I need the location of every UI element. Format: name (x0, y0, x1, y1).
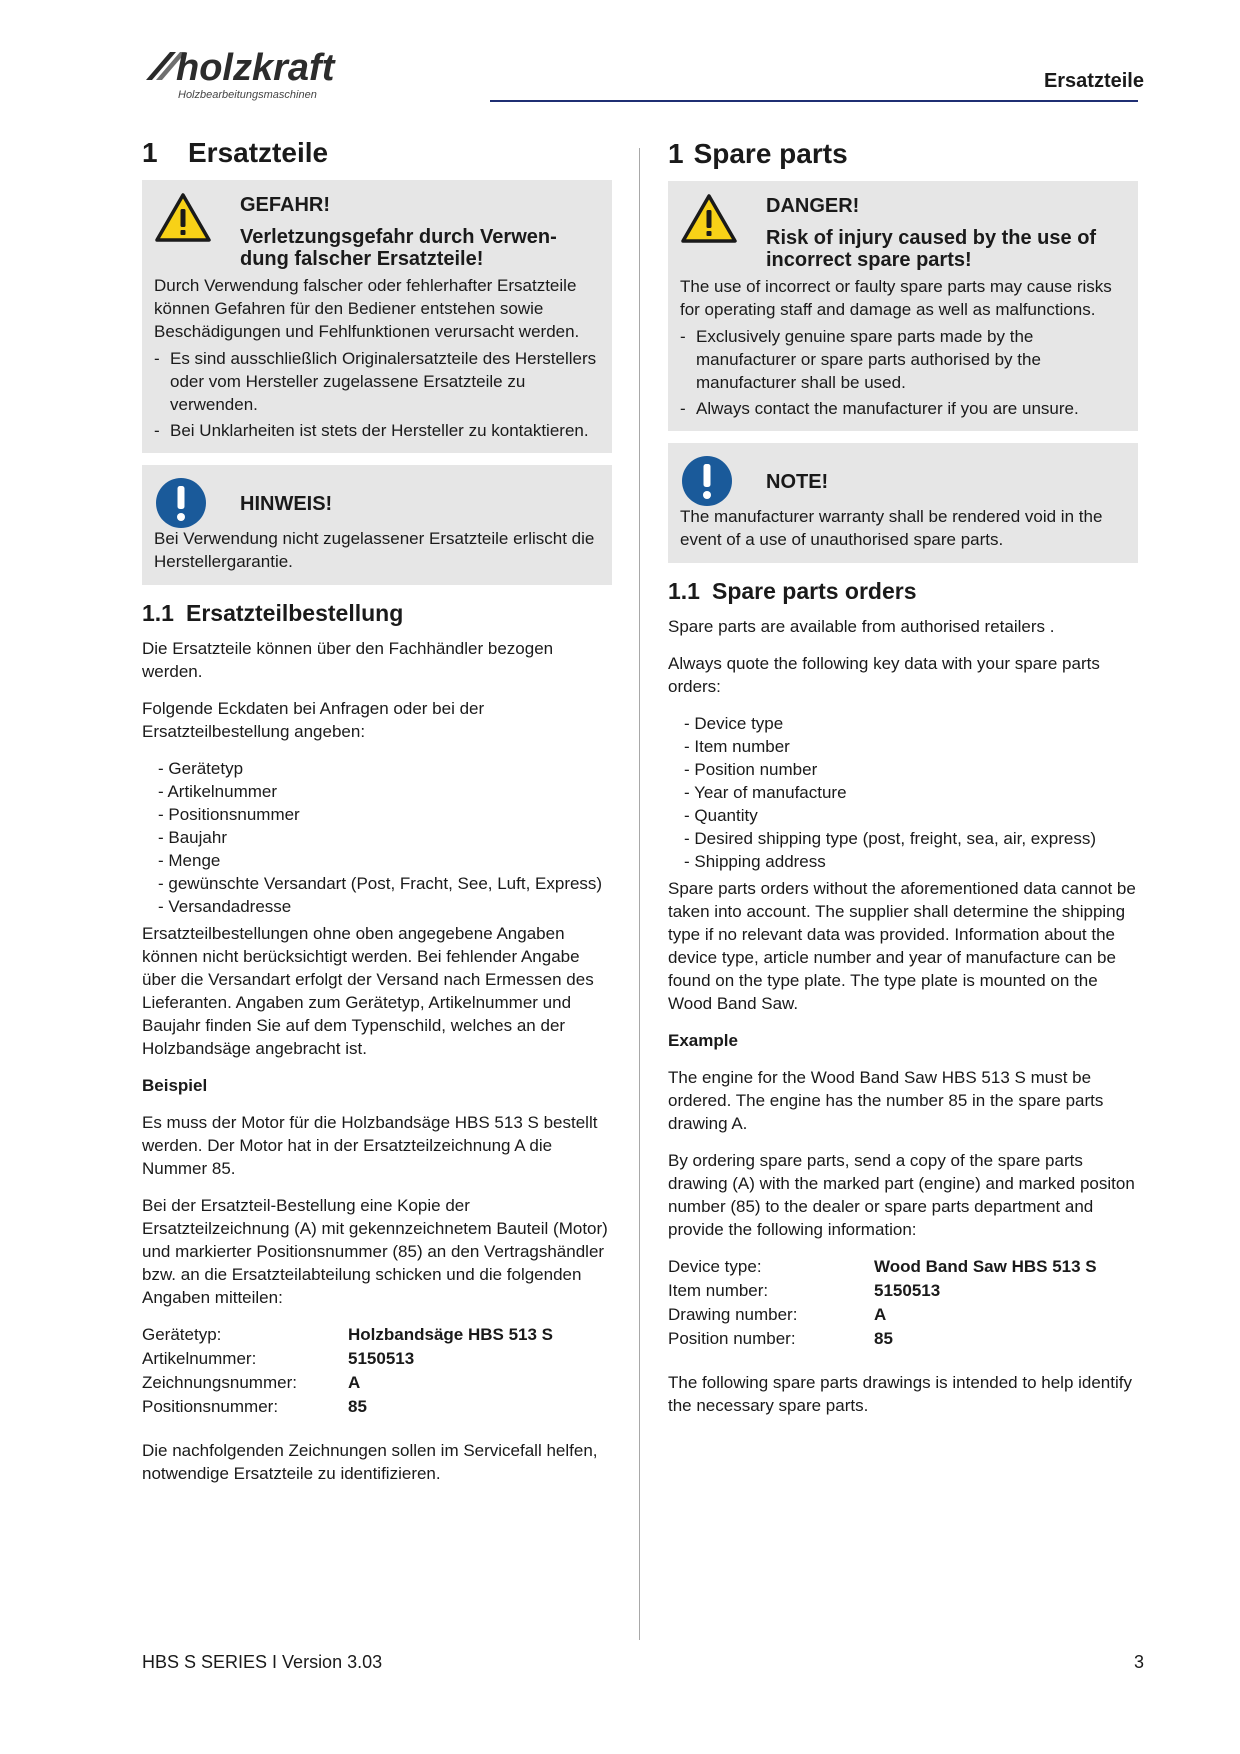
note-box-de (142, 465, 612, 585)
danger-list-item: - Bei Unklarheiten ist stets der Hersteller zu kontaktieren. (154, 419, 600, 442)
order-data-table-de (142, 1323, 612, 1419)
danger-box-de (142, 180, 612, 453)
paragraph-en: The engine for the Wood Band Saw HBS 513 S must be ordered. The engine has the number 85 in the spare parts drawing A. (668, 1068, 1104, 1133)
row-key: Artikelnummer: (142, 1349, 257, 1368)
row-key: Position number: (668, 1329, 796, 1348)
row-value: 5150513 (874, 1281, 941, 1300)
danger-list-de (154, 347, 600, 442)
danger-list-en (680, 325, 1126, 420)
footer-version: HBS S SERIES I Version 3.03 (142, 1652, 383, 1672)
note-label-en: NOTE! (766, 471, 829, 493)
paragraph-en: Spare parts orders without the aforementioned data cannot be taken into account. The supplier shall determine the shipping type if no relevant data was provided. Information about the device type, article number and year of manufacture can be found on the type plate. The type plate is mounted on the Wood Band Saw. (668, 879, 1136, 1013)
list-item: - Quantity (684, 804, 1138, 827)
danger-subtitle-en: Risk of injury caused by the use of incorrect spare parts! (766, 227, 1097, 271)
warning-triangle-icon (680, 193, 738, 245)
paragraph-de: Es muss der Motor für die Holzbandsäge HBS 513 S bestellt werden. Der Motor hat in der Ersatzteilzeichnung A die Nummer 85. (142, 1113, 598, 1178)
example-label-en: Example (668, 1031, 738, 1050)
list-item: - Position number (684, 758, 1138, 781)
row-value: 5150513 (348, 1349, 415, 1368)
example-label-de: Beispiel (142, 1076, 208, 1095)
row-key: Zeichnungsnummer: (142, 1373, 297, 1392)
table-row (668, 1327, 1138, 1351)
row-value: A (874, 1305, 887, 1324)
paragraph-de: Die Ersatzteile können über den Fachhändler bezogen werden. (142, 639, 554, 681)
paragraph-de: Ersatzteilbestellungen ohne oben angegebene Angaben können nicht berücksichtigt werden. Bei fehlender Angabe über die Versandart erfolgt der Versand nach Ermessen des Lieferanten. Angaben zum Gerätetyp, Artikelnummer und Baujahr finden Sie auf dem Typenschild, welches an der Holzbandsäge angebracht ist. (142, 924, 594, 1058)
list-item: - Versandadresse (158, 895, 612, 918)
row-value: Holzbandsäge HBS 513 S (348, 1325, 554, 1344)
table-row (142, 1323, 612, 1347)
page-number: 3 (1133, 1652, 1144, 1672)
section-number-en: 1 (668, 138, 684, 169)
table-row (142, 1347, 612, 1371)
danger-box-en (668, 181, 1138, 431)
danger-text-de: Durch Verwendung falscher oder fehlerhafter Ersatzteile können Gefahren für den Bediener entstehen sowie Beschädigungen und Fehlfunktionen verursacht werden. (154, 276, 580, 341)
exclamation-circle-icon (680, 455, 738, 507)
section-number-de: 1 (142, 137, 158, 168)
header-title: Ersatzteile (1043, 70, 1144, 92)
section-heading-en (668, 137, 1138, 171)
subsection-heading-de (142, 599, 612, 627)
holzkraft-logo (142, 46, 417, 104)
list-item: - Baujahr (158, 826, 612, 849)
row-key: Drawing number: (668, 1305, 798, 1324)
danger-label-en: DANGER! (766, 195, 860, 217)
note-label-de: HINWEIS! (240, 493, 333, 515)
paragraph-de: Bei der Ersatzteil-Bestellung eine Kopie der Ersatzteilzeichnung (A) mit gekennzeichnetem Bauteil (Motor) und markierter Positionsnummer (85) an den Vertragshändler bzw. an die Ersatzteilabteilung schicken und die folgenden Angaben mitteilen: (142, 1196, 608, 1307)
list-item: - Item number (684, 735, 1138, 758)
section-heading-de (142, 136, 612, 170)
danger-list-item: - Es sind ausschließlich Originalersatzteile des Herstellers oder vom Hersteller zugelassene Ersatzteile zu verwenden. (154, 347, 600, 416)
table-row (142, 1395, 612, 1419)
subsection-number-en: 1.1 (668, 578, 700, 604)
header-rule (490, 100, 1138, 102)
table-row (668, 1279, 1138, 1303)
english-column (668, 136, 1138, 1431)
row-key: Device type: (668, 1257, 762, 1276)
key-data-list-de (158, 757, 612, 918)
list-item: - Artikelnummer (158, 780, 612, 803)
paragraph-de: Folgende Eckdaten bei Anfragen oder bei der Ersatzteilbestellung angeben: (142, 699, 485, 741)
column-divider (639, 148, 640, 1640)
paragraph-de: Die nachfolgenden Zeichnungen sollen im Servicefall helfen, notwendige Ersatzteile zu identifizieren. (142, 1441, 598, 1483)
list-item: - Desired shipping type (post, freight, sea, air, express) (684, 827, 1138, 850)
logo-brand-text: holzkraft (176, 47, 335, 89)
subsection-heading-en (668, 577, 1138, 605)
row-key: Gerätetyp: (142, 1325, 222, 1344)
paragraph-en: Spare parts are available from authorised retailers . (668, 617, 1055, 636)
list-item: - Positionsnummer (158, 803, 612, 826)
list-item: - Device type (684, 712, 1138, 735)
danger-list-item: - Exclusively genuine spare parts made by the manufacturer or spare parts authorised by the manufacturer shall be used. (680, 325, 1126, 394)
table-row (668, 1303, 1138, 1327)
section-title-en: Spare parts (693, 138, 848, 169)
section-title-de: Ersatzteile (188, 137, 329, 168)
danger-list-item: - Always contact the manufacturer if you are unsure. (680, 397, 1126, 420)
row-value: Wood Band Saw HBS 513 S (874, 1257, 1097, 1276)
row-key: Positionsnummer: (142, 1397, 279, 1416)
subsection-number-de: 1.1 (142, 600, 174, 626)
paragraph-en: Always quote the following key data with your spare parts orders: (668, 654, 1100, 696)
logo-tagline-text: Holzbearbeitungsmaschinen (178, 89, 317, 101)
table-row (142, 1371, 612, 1395)
warning-triangle-icon (154, 192, 212, 244)
exclamation-circle-icon (154, 477, 212, 529)
note-text-de: Bei Verwendung nicht zugelassener Ersatzteile erlischt die Herstellergarantie. (154, 529, 595, 571)
german-column (142, 136, 612, 1499)
subsection-title-de: Ersatzteilbestellung (185, 600, 404, 626)
row-value: 85 (874, 1329, 893, 1348)
paragraph-en: By ordering spare parts, send a copy of the spare parts drawing (A) with the marked part (engine) and marked positon number (85) to the dealer or spare parts department and provide the following information: (668, 1151, 1135, 1239)
table-row (668, 1255, 1138, 1279)
danger-subtitle-de: Verletzungsgefahr durch Verwen-dung falscher Ersatzteile! (240, 226, 557, 270)
list-item: - Gerätetyp (158, 757, 612, 780)
key-data-list-en (684, 712, 1138, 873)
danger-label-de: GEFAHR! (240, 194, 330, 216)
paragraph-en: The following spare parts drawings is intended to help identify the necessary spare parts. (668, 1373, 1132, 1415)
list-item: - Menge (158, 849, 612, 872)
row-value: 85 (348, 1397, 367, 1416)
subsection-title-en: Spare parts orders (711, 578, 917, 604)
note-text-en: The manufacturer warranty shall be rendered void in the event of a use of unauthorised spare parts. (680, 507, 1103, 549)
danger-text-en: The use of incorrect or faulty spare parts may cause risks for operating staff and damage as well as malfunctions. (680, 277, 1112, 319)
row-key: Item number: (668, 1281, 769, 1300)
list-item: - Shipping address (684, 850, 1138, 873)
list-item: - gewünschte Versandart (Post, Fracht, See, Luft, Express) (158, 872, 612, 895)
order-data-table-en (668, 1255, 1138, 1351)
list-item: - Year of manufacture (684, 781, 1138, 804)
row-value: A (348, 1373, 361, 1392)
note-box-en (668, 443, 1138, 563)
